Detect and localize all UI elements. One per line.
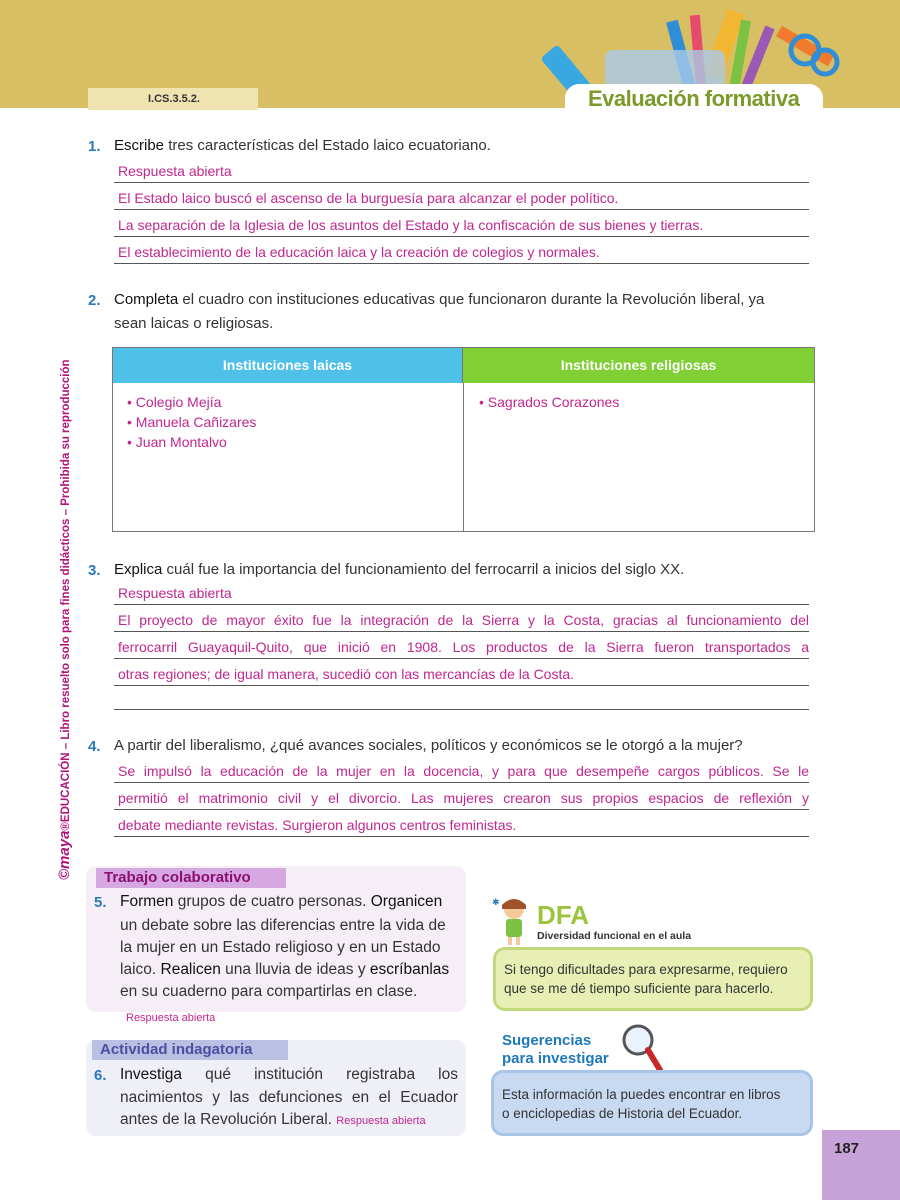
q1-answer-line: La separación de la Iglesia de los asuntos del Estado y la confiscación de sus bienes y tierras. [114,211,809,237]
sugerencias-title [502,1032,609,1068]
copyright-text: ®EDUCACIÓN – Libro resuelto solo para fines didácticos – Prohibida su reproducción [60,359,72,831]
q4-answer-line: debate mediante revistas. Surgieron algunos centros feministas. [114,811,809,837]
q1-answer-line: Respuesta abierta [114,157,809,183]
brand-logo-text: ©maya [56,830,73,880]
religiosa-item: • Sagrados Corazones [479,394,620,410]
question-6-answer: Respuesta abierta [336,1115,426,1127]
question-2-prompt-line2: sean laicas o religiosas. [114,315,274,332]
question-6-line3 [120,1108,426,1133]
question-5-verb: Realicen [160,961,221,978]
dfa-title: DFA [537,900,589,930]
section-title: Evaluación formativa [588,86,800,111]
magnifier-icon [620,1022,664,1074]
q1-answer-line: El Estado laico buscó el ascenso de la burguesía para alcanzar el poder político. [114,184,809,210]
table-column-divider [463,383,464,531]
question-1-number: 1. [88,138,101,155]
question-6-text: qué institución registraba los [182,1066,458,1083]
laicas-cell [127,392,256,452]
dfa-subtitle: Diversidad funcional en el aula [537,930,692,942]
question-1-text [114,134,491,158]
page-number: 187 [822,1130,900,1200]
girl-with-magnifier-illustration [490,895,534,947]
q1-answer-line: El establecimiento de la educación laica y la creación de colegios y normales. [114,238,809,264]
question-5-line1 [120,890,442,914]
dfa-box [493,947,813,1011]
svg-text:✱: ✱ [492,897,500,907]
table-header-religiosas: Instituciones religiosas [463,348,814,383]
sugerencias-title-line: Sugerencias [502,1032,592,1049]
dfa-line: que se me dé tiempo suficiente para hacerlo. [504,981,774,996]
question-6-line1 [120,1063,458,1087]
q3-answer-line: El proyecto de mayor éxito fue la integración de la Sierra y la Costa, gracias al funcionamiento del [114,606,809,632]
question-5-answer: Respuesta abierta [126,1012,216,1024]
question-5-verb: escríbanlas [369,961,450,978]
question-5-line5: en su cuaderno para compartirlas en clase. [120,983,418,1000]
indicator-code: I.CS.3.5.2. [88,88,258,110]
trabajo-colaborativo-header: Trabajo colaborativo [96,868,286,888]
table-header-laicas: Instituciones laicas [113,348,463,383]
institutions-table [112,347,815,532]
laica-item: • Colegio Mejía [127,394,222,410]
question-6-line2: nacimientos y las defunciones en el Ecuador [120,1089,458,1106]
q3-answer-line: ferrocarril Guayaquil-Quito, que inició en 1908. Los productos de la Sierra fueron transportados a [114,633,809,659]
question-5-verb: Formen [120,893,174,910]
question-5-verb: Organicen [370,893,443,910]
question-5-text: una lluvia de ideas y [220,961,370,978]
question-6-number: 6. [94,1067,107,1084]
question-2-number: 2. [88,292,101,309]
question-4-number: 4. [88,738,101,755]
question-6-text: antes de la Revolución Liberal. [120,1111,332,1128]
sugerencias-line: o enciclopedias de Historia del Ecuador. [502,1106,743,1121]
question-4-prompt: A partir del liberalismo, ¿qué avances sociales, políticos y económicos se le otorgó a la mujer? [114,737,743,754]
question-1-prompt: tres características del Estado laico ecuatoriano. [164,137,491,154]
q4-answer-line: Se impulsó la educación de la mujer en la docencia, y para que desempeñe cargos públicos. Se le [114,757,809,783]
question-2-verb: Completa [114,291,179,308]
question-5-line2: un debate sobre las diferencias entre la vida de [120,917,446,934]
question-6-verb: Investiga [120,1066,183,1083]
q3-answer-line: otras regiones; de igual manera, sucedió con las mercancías de la Costa. [114,660,809,686]
question-2-prompt-line1: el cuadro con instituciones educativas que funcionaron durante la Revolución liberal, ya [178,291,765,308]
religiosas-cell [479,392,619,412]
question-3-number: 3. [88,562,101,579]
sugerencias-title-line: para investigar [502,1050,609,1067]
laica-item: • Manuela Cañizares [127,414,257,430]
actividad-indagatoria-header: Actividad indagatoria [92,1040,288,1060]
copyright-side-text [56,359,73,880]
q3-answer-line: Respuesta abierta [114,579,809,605]
dfa-line: Si tengo dificultades para expresarme, requiero [504,962,788,977]
question-1-verb: Escribe [114,137,165,154]
question-5-number: 5. [94,894,107,911]
question-5-text: laico. [120,961,161,978]
question-5-text: grupos de cuatro personas. [173,893,371,910]
sugerencias-line: Esta información la puedes encontrar en libros [502,1087,781,1102]
question-2-text [114,288,764,312]
q3-answer-line-empty [114,684,809,710]
q4-answer-line: permitió el matrimonio civil y el divorcio. Las mujeres crearon sus propios espacios de reflexión y [114,784,809,810]
question-3-prompt: cuál fue la importancia del funcionamiento del ferrocarril a inicios del siglo XX. [162,561,685,578]
question-5-line4 [120,958,449,982]
question-3-verb: Explica [114,561,163,578]
laica-item: • Juan Montalvo [127,434,227,450]
sugerencias-box [491,1070,813,1136]
question-5-line3: la mujer en un Estado religioso y en un Estado [120,939,441,956]
